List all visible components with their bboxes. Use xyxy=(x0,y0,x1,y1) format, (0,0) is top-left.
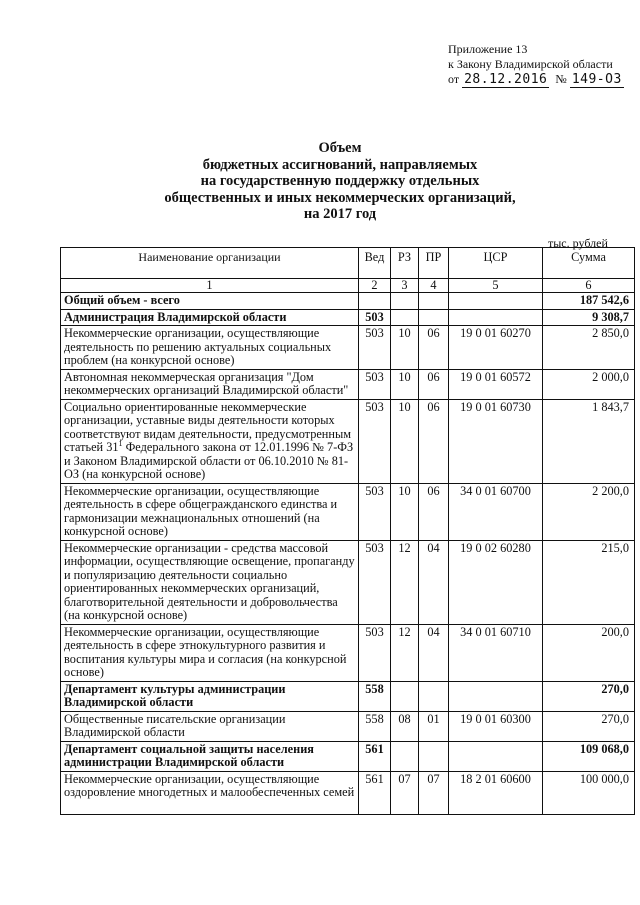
row-csr xyxy=(449,293,543,310)
row-ved: 558 xyxy=(359,681,391,711)
table-row xyxy=(61,326,635,370)
column-number: 6 xyxy=(543,279,635,293)
header-csr: ЦСР xyxy=(449,248,543,279)
row-ved: 561 xyxy=(359,741,391,771)
budget-table xyxy=(60,247,635,815)
row-sum: 2 000,0 xyxy=(543,369,635,399)
row-csr: 34 0 01 60700 xyxy=(449,483,543,540)
row-ved: 503 xyxy=(359,399,391,483)
row-sum: 109 068,0 xyxy=(543,741,635,771)
title-line-2: бюджетных ассигнований, направляемых xyxy=(202,156,478,173)
row-sum: 9 308,7 xyxy=(543,309,635,326)
row-name: Автономная некоммерческая организация "Дом некоммерческих организаций Владимирской области" xyxy=(61,369,359,399)
row-pr xyxy=(419,681,449,711)
table-row-department xyxy=(61,309,635,326)
row-pr: 06 xyxy=(419,399,449,483)
title-line-3: на государственную поддержку отдельных xyxy=(200,173,480,189)
row-name: Некоммерческие организации - средства массовой информации, осуществляющие освещение, пропаганду и популяризацию деятельности социально ориентированных некоммерческих организаций, благотворительной деятельности и добровольчества (на конкурсной основе) xyxy=(61,540,359,624)
row-sum: 2 850,0 xyxy=(543,326,635,370)
row-sum: 200,0 xyxy=(543,624,635,681)
column-number: 3 xyxy=(391,279,419,293)
column-number: 5 xyxy=(449,279,543,293)
document-title xyxy=(130,140,550,223)
table-row-department xyxy=(61,741,635,771)
row-pr: 01 xyxy=(419,711,449,741)
row-name xyxy=(61,399,359,483)
row-name: Некоммерческие организации, осуществляющие оздоровление многодетных и малообеспеченных семей xyxy=(61,771,359,814)
header-name: Наименование организации xyxy=(61,248,359,279)
appendix-date-line xyxy=(448,72,638,87)
row-name-superscript: 1 xyxy=(118,438,123,448)
row-ved: 503 xyxy=(359,309,391,326)
row-csr: 19 0 01 60572 xyxy=(449,369,543,399)
row-name: Некоммерческие организации, осуществляющие деятельность в сфере этнокультурного развития и воспитания культуры мира и согласия (на конкурсной основе) xyxy=(61,624,359,681)
row-rz: 08 xyxy=(391,711,419,741)
row-sum: 270,0 xyxy=(543,711,635,741)
row-csr xyxy=(449,741,543,771)
row-pr: 06 xyxy=(419,483,449,540)
row-name: Общественные писательские организации Владимирской области xyxy=(61,711,359,741)
row-pr: 07 xyxy=(419,771,449,814)
row-sum: 1 843,7 xyxy=(543,399,635,483)
row-pr xyxy=(419,741,449,771)
row-name-part: Федерального закона от 12.01.1996 № 7-ФЗ и Законом Владимирской области от 06.10.2010 № 81-ОЗ (на конкурсной основе) xyxy=(64,440,354,481)
title-line-4: общественных и иных некоммерческих организаций, xyxy=(164,189,516,206)
appendix-line-1: Приложение 13 xyxy=(448,42,528,56)
row-csr: 34 0 01 60710 xyxy=(449,624,543,681)
row-name: Департамент социальной защиты населения администрации Владимирской области xyxy=(61,741,359,771)
row-name: Некоммерческие организации, осуществляющие деятельность по решению актуальных социальных проблем (на конкурсной основе) xyxy=(61,326,359,370)
row-ved: 503 xyxy=(359,483,391,540)
table-row xyxy=(61,771,635,814)
date-value: 28.12.2016 xyxy=(464,72,548,87)
row-ved: 503 xyxy=(359,369,391,399)
table-row xyxy=(61,711,635,741)
row-rz xyxy=(391,309,419,326)
number-prefix: № xyxy=(555,72,567,86)
header-ved: Вед xyxy=(359,248,391,279)
row-ved: 503 xyxy=(359,624,391,681)
row-rz: 10 xyxy=(391,326,419,370)
row-name: Некоммерческие организации, осуществляющие деятельность в сфере общегражданского единства и гармонизации межнациональных отношений (на конкурсной основе) xyxy=(61,483,359,540)
row-pr: 06 xyxy=(419,369,449,399)
header-sum: Сумма xyxy=(543,248,635,279)
row-csr: 19 0 01 60300 xyxy=(449,711,543,741)
row-csr xyxy=(449,681,543,711)
table-row xyxy=(61,399,635,483)
header-pr: ПР xyxy=(419,248,449,279)
table-header-row xyxy=(61,248,635,279)
row-csr: 19 0 02 60280 xyxy=(449,540,543,624)
row-pr xyxy=(419,293,449,310)
row-ved: 503 xyxy=(359,540,391,624)
row-csr: 19 0 01 60730 xyxy=(449,399,543,483)
row-sum: 270,0 xyxy=(543,681,635,711)
row-pr: 04 xyxy=(419,624,449,681)
title-line-5: на 2017 год xyxy=(303,206,377,222)
row-pr: 04 xyxy=(419,540,449,624)
row-rz: 10 xyxy=(391,399,419,483)
column-number: 4 xyxy=(419,279,449,293)
row-rz: 12 xyxy=(391,540,419,624)
table-row xyxy=(61,369,635,399)
table-row xyxy=(61,540,635,624)
row-sum: 187 542,6 xyxy=(543,293,635,310)
table-row xyxy=(61,483,635,540)
row-sum: 2 200,0 xyxy=(543,483,635,540)
row-ved xyxy=(359,293,391,310)
row-sum: 100 000,0 xyxy=(543,771,635,814)
row-name: Администрация Владимирской области xyxy=(61,309,359,326)
date-prefix: от xyxy=(448,72,460,86)
row-ved: 561 xyxy=(359,771,391,814)
unit-label: тыс. рублей xyxy=(548,236,608,250)
appendix-line-2: к Закону Владимирской области xyxy=(448,57,613,71)
table-row-total xyxy=(61,293,635,310)
column-number: 2 xyxy=(359,279,391,293)
row-rz: 10 xyxy=(391,483,419,540)
row-name-part: Социально ориентированные некоммерческие организации, уставные виды деятельности которых соответствуют видам деятельности, предусмотренным статьей 31 xyxy=(64,399,352,454)
row-csr: 19 0 01 60270 xyxy=(449,326,543,370)
number-value: 149-ОЗ xyxy=(571,72,622,87)
row-rz xyxy=(391,741,419,771)
row-csr xyxy=(449,309,543,326)
row-rz xyxy=(391,681,419,711)
table-row xyxy=(61,624,635,681)
row-rz: 07 xyxy=(391,771,419,814)
row-csr: 18 2 01 60600 xyxy=(449,771,543,814)
row-ved: 558 xyxy=(359,711,391,741)
row-rz: 10 xyxy=(391,369,419,399)
row-sum: 215,0 xyxy=(543,540,635,624)
row-rz: 12 xyxy=(391,624,419,681)
column-number: 1 xyxy=(61,279,359,293)
row-name: Департамент культуры администрации Владимирской области xyxy=(61,681,359,711)
column-number-row xyxy=(61,279,635,293)
row-rz xyxy=(391,293,419,310)
table-row-department xyxy=(61,681,635,711)
row-name: Общий объем - всего xyxy=(61,293,359,310)
row-ved: 503 xyxy=(359,326,391,370)
row-pr xyxy=(419,309,449,326)
row-pr: 06 xyxy=(419,326,449,370)
title-line-1: Объем xyxy=(318,140,362,156)
header-rz: РЗ xyxy=(391,248,419,279)
appendix-block xyxy=(448,42,638,87)
